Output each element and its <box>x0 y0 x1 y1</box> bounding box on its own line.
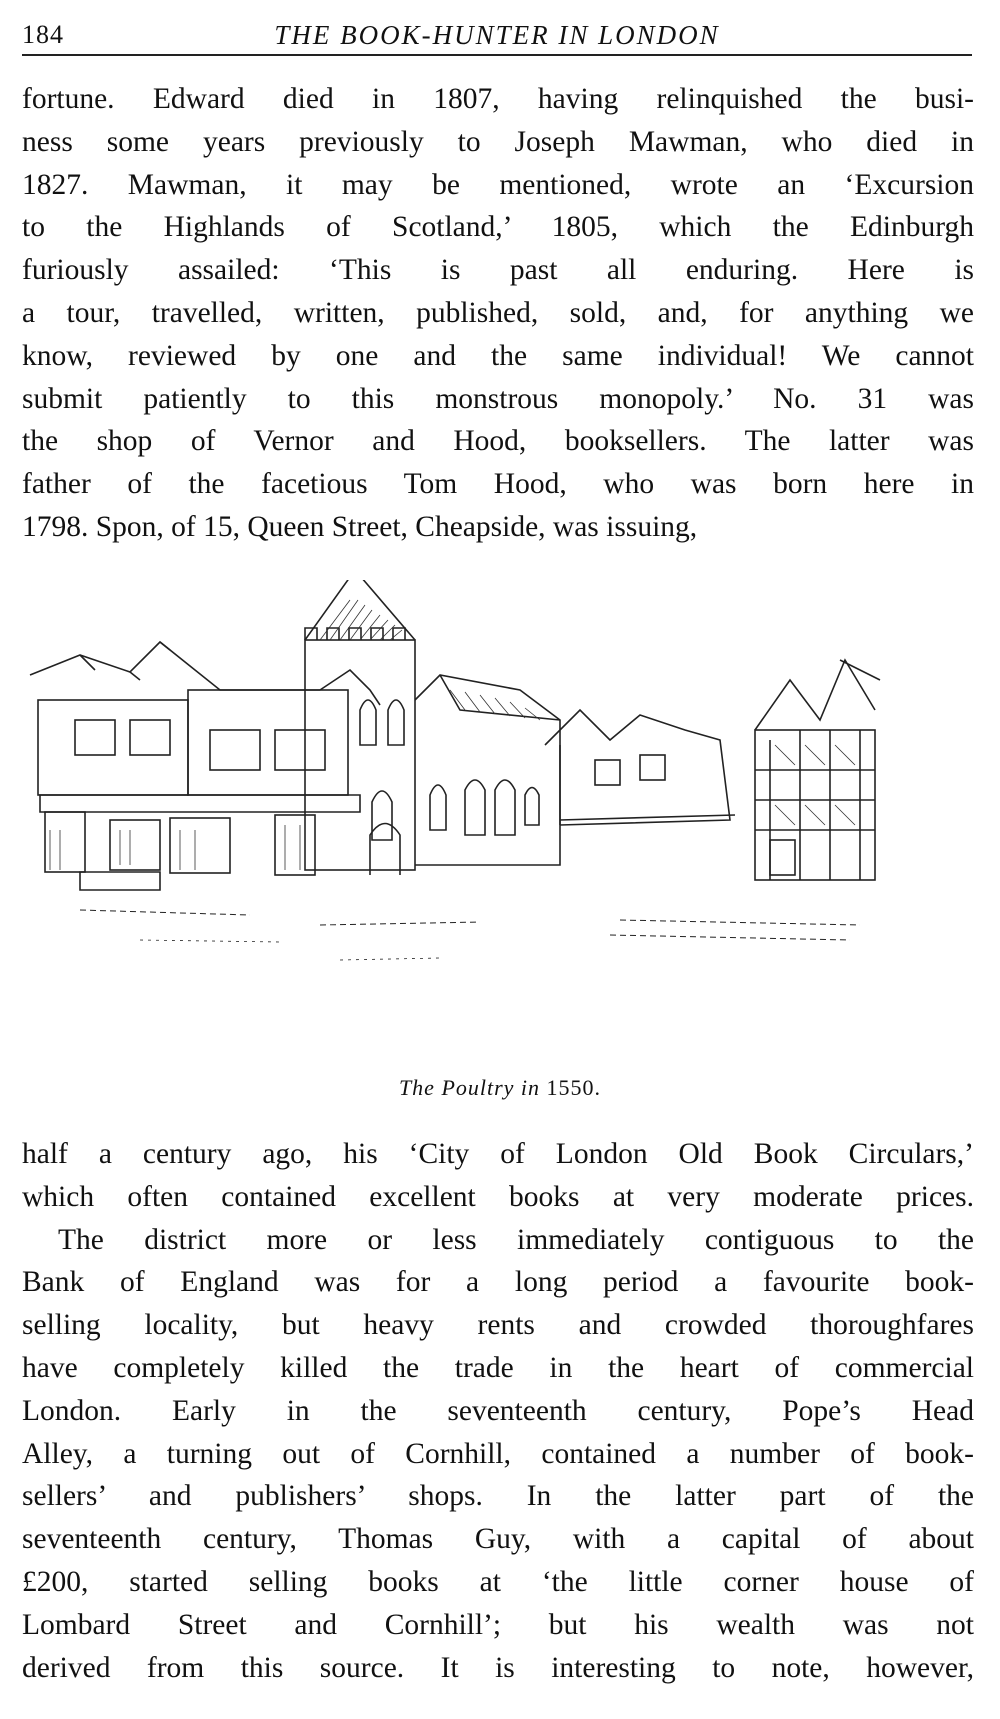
text-line: London. Early in the seventeenth century, Pope’s Head <box>22 1394 974 1427</box>
caption-title: The Poultry in <box>398 1075 541 1100</box>
text-line: furiously assailed: ‘This is past all enduring. Here is <box>22 254 974 287</box>
text-line: to the Highlands of Scotland,’ 1805, which the Edinburgh <box>22 211 974 244</box>
text-line: ness some years previously to Joseph Mawman, who died in <box>22 125 974 158</box>
running-title: THE BOOK-HUNTER IN LONDON <box>274 20 720 50</box>
text-line: have completely killed the trade in the heart of commercial <box>22 1351 974 1384</box>
text-line: know, reviewed by one and the same individual! We cannot <box>22 339 974 372</box>
text-line: father of the facetious Tom Hood, who was born here in <box>22 468 974 501</box>
text-line: 1798. Spon, of 15, Queen Street, Cheapside, was issuing, <box>22 510 698 543</box>
caption-year: 1550. <box>546 1075 602 1100</box>
page-header <box>22 14 972 56</box>
paragraph-start-line: The district more or less immediately contiguous to the <box>58 1223 974 1256</box>
street-engraving <box>20 580 975 1050</box>
text-line: Bank of England was for a long period a favourite book- <box>22 1266 974 1299</box>
text-line: which often contained excellent books at very moderate prices. <box>22 1180 974 1213</box>
text-line: 1827. Mawman, it may be mentioned, wrote an ‘Excursion <box>22 168 974 201</box>
text-line: submit patiently to this monstrous monopoly.’ No. 31 was <box>22 382 974 415</box>
text-line: seventeenth century, Thomas Guy, with a capital of about <box>22 1523 974 1556</box>
text-line: fortune. Edward died in 1807, having relinquished the busi- <box>22 83 974 115</box>
figure-caption <box>0 1075 1000 1101</box>
illustration-poultry <box>20 580 975 1050</box>
text-line: the shop of Vernor and Hood, booksellers. The latter was <box>22 425 974 458</box>
text-line: derived from this source. It is interesting to note, however, <box>22 1651 974 1684</box>
text-line: Alley, a turning out of Cornhill, contained a number of book- <box>22 1437 974 1470</box>
text-line: Lombard Street and Cornhill’; but his wealth was not <box>22 1608 974 1641</box>
text-line: a tour, travelled, written, published, sold, and, for anything we <box>22 296 974 329</box>
text-line: sellers’ and publishers’ shops. In the latter part of the <box>22 1480 974 1513</box>
text-line: selling locality, but heavy rents and crowded thoroughfares <box>22 1309 974 1342</box>
page-number: 184 <box>22 20 64 49</box>
text-line: £200, started selling books at ‘the little corner house of <box>22 1565 974 1598</box>
body-text-top <box>22 78 974 549</box>
body-text-bottom <box>22 1133 974 1689</box>
text-line: half a century ago, his ‘City of London Old Book Circulars,’ <box>22 1138 974 1170</box>
